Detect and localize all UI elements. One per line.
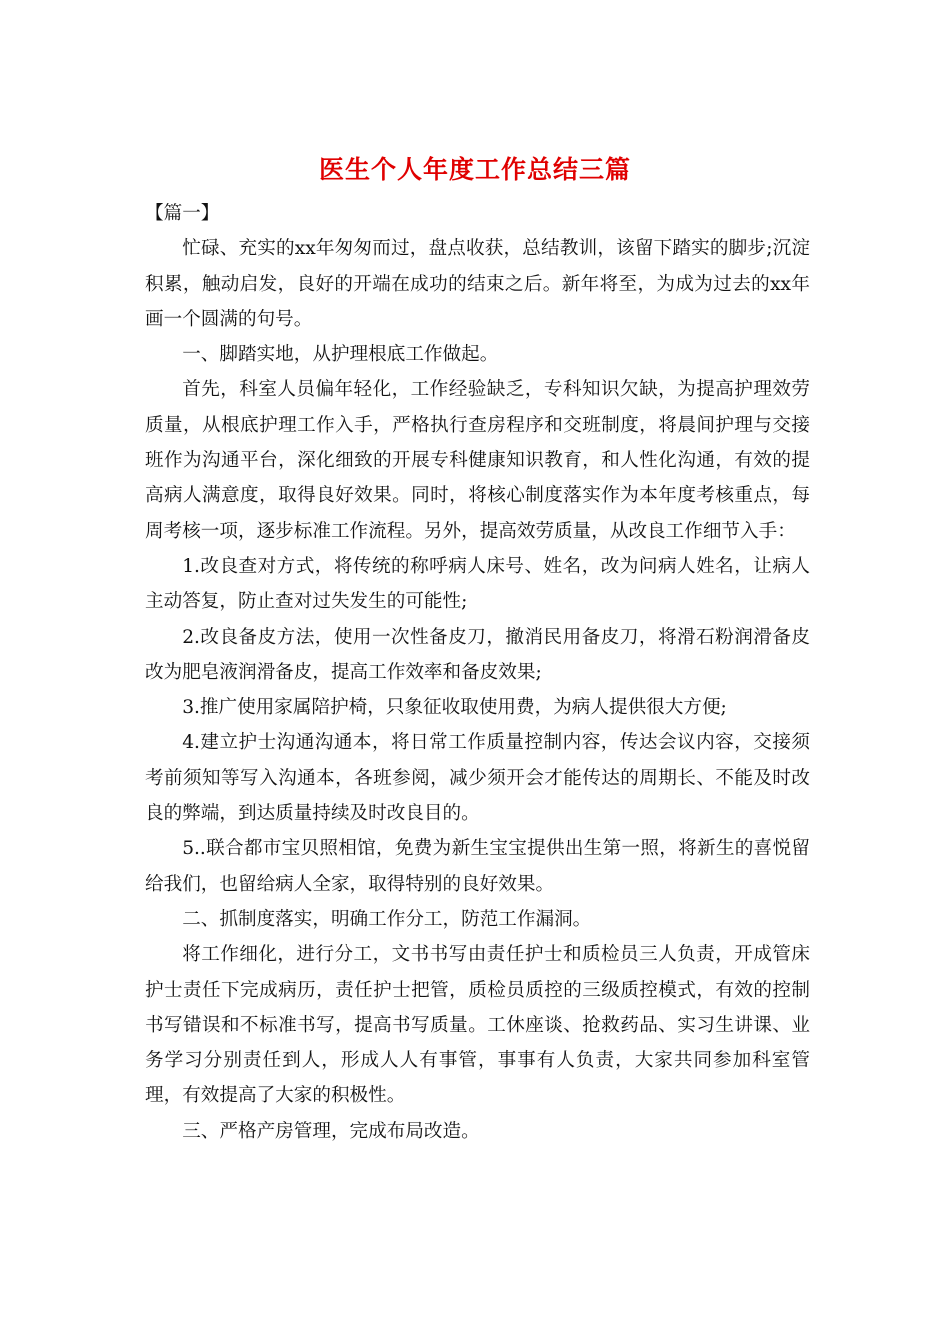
paragraph-division-of-work: 将工作细化，进行分工，文书书写由责任护士和质检员三人负责，开成管床护士责任下完成病历，责任护士把管，质检员质控的三级质控模式，有效的控制书写错误和不标准书写，提高书写质量。工休座谈、抢救药品、实习生讲课、业务学习分别责任到人，形成人人有事管，事事有人负责，大家共同参加科室管理，有效提高了大家的积极性。	[145, 944, 810, 1107]
document-body	[145, 196, 810, 1149]
document-title: 医生个人年度工作总结三篇	[318, 155, 631, 184]
section-label: 【篇一】	[145, 203, 220, 224]
list-item-2: 2.改良备皮方法，使用一次性备皮刀，撤消民用备皮刀，将滑石粉润滑备皮改为肥皂液润滑备皮，提高工作效率和备皮效果;	[145, 626, 810, 683]
heading-part-two: 二、抓制度落实，明确工作分工，防范工作漏洞。	[182, 908, 592, 930]
heading-part-three: 三、严格产房管理，完成布局改造。	[182, 1120, 480, 1142]
list-item-1: 1.改良查对方式，将传统的称呼病人床号、姓名，改为问病人姓名，让病人主动答复，防止查对过失发生的可能性;	[145, 555, 810, 613]
list-item-4: 4.建立护士沟通沟通本，将日常工作质量控制内容，传达会议内容，交接须考前须知等写入沟通本，各班参阅，减少须开会才能传达的周期长、不能及时改良的弊端，到达质量持续及时改良目的。	[145, 732, 810, 825]
heading-part-one: 一、脚踏实地，从护理根底工作做起。	[182, 344, 499, 366]
paragraph-intro: 忙碌、充实的xx年匆匆而过，盘点收获，总结教训，该留下踏实的脚步;沉淀积累，触动启发，良好的开端在成功的结束之后。新年将至，为成为过去的xx年画一个圆满的句号。	[145, 238, 810, 330]
paragraph-basic-care: 首先，科室人员偏年轻化，工作经验缺乏，专科知识欠缺，为提高护理效劳质量，从根底护理工作入手，严格执行查房程序和交班制度，将晨间护理与交接班作为沟通平台，深化细致的开展专科健康知识教育，和人性化沟通，有效的提高病人满意度，取得良好效果。同时，将核心制度落实作为本年度考核重点，每周考核一项，逐步标准工作流程。另外，提高效劳质量，从改良工作细节入手：	[145, 379, 810, 542]
list-item-5: 5..联合都市宝贝照相馆，免费为新生宝宝提供出生第一照，将新生的喜悦留给我们，也留给病人全家，取得特别的良好效果。	[145, 838, 810, 895]
list-item-3: 3.推广使用家属陪护椅，只象征收取使用费，为病人提供很大方便;	[182, 697, 727, 719]
